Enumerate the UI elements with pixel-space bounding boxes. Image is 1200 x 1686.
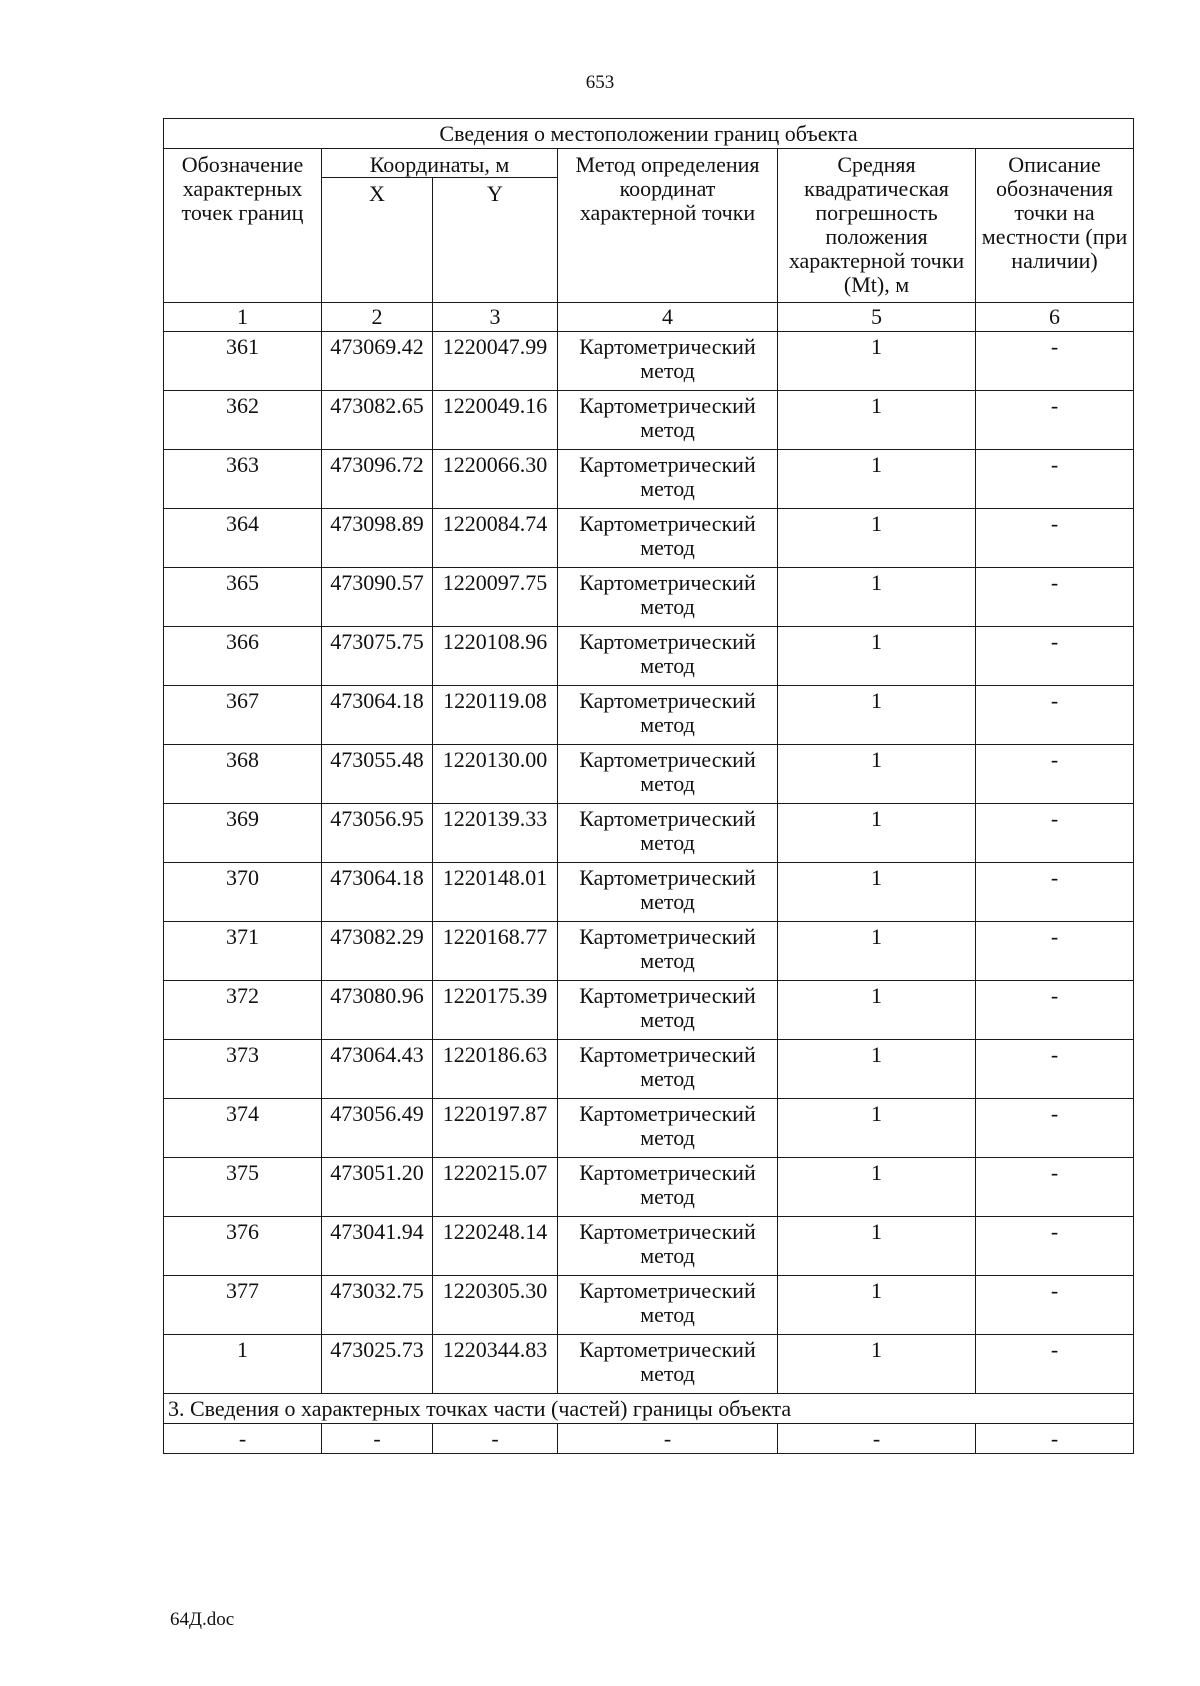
y-coord-cell: 1220168.77: [433, 922, 558, 981]
table-row: [164, 745, 1134, 804]
y-coord-cell: 1220066.30: [433, 450, 558, 509]
header-row-1: [164, 149, 1134, 178]
column-number: 4: [558, 303, 778, 332]
column-number-row: [164, 303, 1134, 332]
method-cell: Картометрический метод: [558, 627, 778, 686]
error-cell: 1: [778, 981, 976, 1040]
error-cell: 1: [778, 450, 976, 509]
x-coord-cell: 473064.43: [322, 1040, 433, 1099]
point-cell: 375: [164, 1158, 322, 1217]
y-coord-cell: 1220119.08: [433, 686, 558, 745]
section3-title: 3. Сведения о характерных точках части (частей) границы объекта: [164, 1394, 1134, 1424]
desc-cell: -: [976, 391, 1134, 450]
method-cell: Картометрический метод: [558, 1276, 778, 1335]
y-coord-cell: 1220305.30: [433, 1276, 558, 1335]
x-coord-cell: 473082.29: [322, 922, 433, 981]
error-cell: 1: [778, 1335, 976, 1394]
desc-cell: -: [976, 509, 1134, 568]
boundary-table: [163, 118, 1134, 1454]
desc-cell: -: [976, 450, 1134, 509]
section3-title-row: [164, 1394, 1134, 1424]
table-row: [164, 686, 1134, 745]
error-cell: 1: [778, 745, 976, 804]
desc-cell: -: [976, 332, 1134, 391]
point-cell: 372: [164, 981, 322, 1040]
page-number: 653: [585, 72, 615, 93]
point-cell: 365: [164, 568, 322, 627]
desc-cell: -: [976, 922, 1134, 981]
header-method-label: Метод определения координат характерной точки: [558, 149, 778, 303]
x-coord-cell: 473051.20: [322, 1158, 433, 1217]
method-cell: Картометрический метод: [558, 1040, 778, 1099]
error-cell: 1: [778, 863, 976, 922]
error-cell: 1: [778, 1040, 976, 1099]
x-coord-cell: 473096.72: [322, 450, 433, 509]
table-row: [164, 1276, 1134, 1335]
method-cell: Картометрический метод: [558, 509, 778, 568]
column-number: 3: [433, 303, 558, 332]
y-coord-cell: 1220108.96: [433, 627, 558, 686]
footer-filename: 64Д.doc: [170, 1609, 235, 1630]
header-coords-label: Координаты, м: [322, 149, 558, 178]
y-coord-cell: 1220215.07: [433, 1158, 558, 1217]
desc-cell: -: [976, 804, 1134, 863]
header-point-label: Обозначение характерных точек границ: [164, 149, 322, 303]
point-cell: 364: [164, 509, 322, 568]
method-cell: Картометрический метод: [558, 804, 778, 863]
point-cell: 370: [164, 863, 322, 922]
desc-cell: -: [976, 1217, 1134, 1276]
table-row: [164, 332, 1134, 391]
method-cell: Картометрический метод: [558, 863, 778, 922]
error-cell: 1: [778, 332, 976, 391]
table-row: [164, 922, 1134, 981]
section3-cell: -: [558, 1424, 778, 1454]
method-cell: Картометрический метод: [558, 1158, 778, 1217]
x-coord-cell: 473075.75: [322, 627, 433, 686]
y-coord-cell: 1220186.63: [433, 1040, 558, 1099]
table-row: [164, 804, 1134, 863]
table-title: Сведения о местоположении границ объекта: [164, 119, 1134, 149]
y-coord-cell: 1220049.16: [433, 391, 558, 450]
desc-cell: -: [976, 1099, 1134, 1158]
column-number: 1: [164, 303, 322, 332]
point-cell: 368: [164, 745, 322, 804]
method-cell: Картометрический метод: [558, 981, 778, 1040]
column-number: 6: [976, 303, 1134, 332]
desc-cell: -: [976, 1158, 1134, 1217]
x-coord-cell: 473069.42: [322, 332, 433, 391]
method-cell: Картометрический метод: [558, 391, 778, 450]
y-coord-cell: 1220344.83: [433, 1335, 558, 1394]
x-coord-cell: 473098.89: [322, 509, 433, 568]
y-coord-cell: 1220248.14: [433, 1217, 558, 1276]
y-coord-cell: 1220084.74: [433, 509, 558, 568]
desc-cell: -: [976, 568, 1134, 627]
x-coord-cell: 473056.95: [322, 804, 433, 863]
error-cell: 1: [778, 804, 976, 863]
table-row: [164, 1217, 1134, 1276]
table-row: [164, 509, 1134, 568]
boundary-table-wrapper: [163, 118, 1133, 1454]
x-coord-cell: 473032.75: [322, 1276, 433, 1335]
point-cell: 363: [164, 450, 322, 509]
method-cell: Картометрический метод: [558, 450, 778, 509]
x-coord-cell: 473056.49: [322, 1099, 433, 1158]
x-coord-cell: 473080.96: [322, 981, 433, 1040]
table-row: [164, 1335, 1134, 1394]
y-coord-cell: 1220175.39: [433, 981, 558, 1040]
error-cell: 1: [778, 509, 976, 568]
y-coord-cell: 1220047.99: [433, 332, 558, 391]
desc-cell: -: [976, 863, 1134, 922]
desc-cell: -: [976, 1040, 1134, 1099]
header-error-label: Средняя квадратическая погрешность положения характерной точки (Mt), м: [778, 149, 976, 303]
desc-cell: -: [976, 1276, 1134, 1335]
method-cell: Картометрический метод: [558, 1217, 778, 1276]
section3-cell: -: [778, 1424, 976, 1454]
point-cell: 373: [164, 1040, 322, 1099]
point-cell: 366: [164, 627, 322, 686]
x-coord-cell: 473090.57: [322, 568, 433, 627]
header-x-label: X: [322, 178, 433, 303]
point-cell: 376: [164, 1217, 322, 1276]
y-coord-cell: 1220139.33: [433, 804, 558, 863]
error-cell: 1: [778, 922, 976, 981]
error-cell: 1: [778, 1217, 976, 1276]
method-cell: Картометрический метод: [558, 332, 778, 391]
y-coord-cell: 1220197.87: [433, 1099, 558, 1158]
header-y-label: Y: [433, 178, 558, 303]
point-cell: 362: [164, 391, 322, 450]
x-coord-cell: 473041.94: [322, 1217, 433, 1276]
table-row: [164, 1099, 1134, 1158]
desc-cell: -: [976, 1335, 1134, 1394]
table-row: [164, 863, 1134, 922]
table-row: [164, 627, 1134, 686]
x-coord-cell: 473025.73: [322, 1335, 433, 1394]
method-cell: Картометрический метод: [558, 568, 778, 627]
point-cell: 1: [164, 1335, 322, 1394]
method-cell: Картометрический метод: [558, 1099, 778, 1158]
x-coord-cell: 473064.18: [322, 686, 433, 745]
method-cell: Картометрический метод: [558, 922, 778, 981]
error-cell: 1: [778, 391, 976, 450]
section3-data-row: [164, 1424, 1134, 1454]
point-cell: 371: [164, 922, 322, 981]
x-coord-cell: 473064.18: [322, 863, 433, 922]
point-cell: 374: [164, 1099, 322, 1158]
table-row: [164, 450, 1134, 509]
method-cell: Картометрический метод: [558, 745, 778, 804]
error-cell: 1: [778, 1276, 976, 1335]
error-cell: 1: [778, 627, 976, 686]
column-number: 2: [322, 303, 433, 332]
point-cell: 367: [164, 686, 322, 745]
error-cell: 1: [778, 1099, 976, 1158]
section3-cell: -: [433, 1424, 558, 1454]
point-cell: 361: [164, 332, 322, 391]
method-cell: Картометрический метод: [558, 686, 778, 745]
header-desc-label: Описание обозначения точки на местности (при наличии): [976, 149, 1134, 303]
table-row: [164, 981, 1134, 1040]
y-coord-cell: 1220097.75: [433, 568, 558, 627]
table-row: [164, 568, 1134, 627]
desc-cell: -: [976, 745, 1134, 804]
desc-cell: -: [976, 981, 1134, 1040]
column-number: 5: [778, 303, 976, 332]
x-coord-cell: 473082.65: [322, 391, 433, 450]
section3-cell: -: [164, 1424, 322, 1454]
table-row: [164, 391, 1134, 450]
method-cell: Картометрический метод: [558, 1335, 778, 1394]
error-cell: 1: [778, 1158, 976, 1217]
table-title-row: [164, 119, 1134, 149]
point-cell: 369: [164, 804, 322, 863]
y-coord-cell: 1220130.00: [433, 745, 558, 804]
section3-cell: -: [976, 1424, 1134, 1454]
table-row: [164, 1158, 1134, 1217]
x-coord-cell: 473055.48: [322, 745, 433, 804]
error-cell: 1: [778, 686, 976, 745]
point-cell: 377: [164, 1276, 322, 1335]
desc-cell: -: [976, 686, 1134, 745]
desc-cell: -: [976, 627, 1134, 686]
y-coord-cell: 1220148.01: [433, 863, 558, 922]
section3-cell: -: [322, 1424, 433, 1454]
table-row: [164, 1040, 1134, 1099]
error-cell: 1: [778, 568, 976, 627]
